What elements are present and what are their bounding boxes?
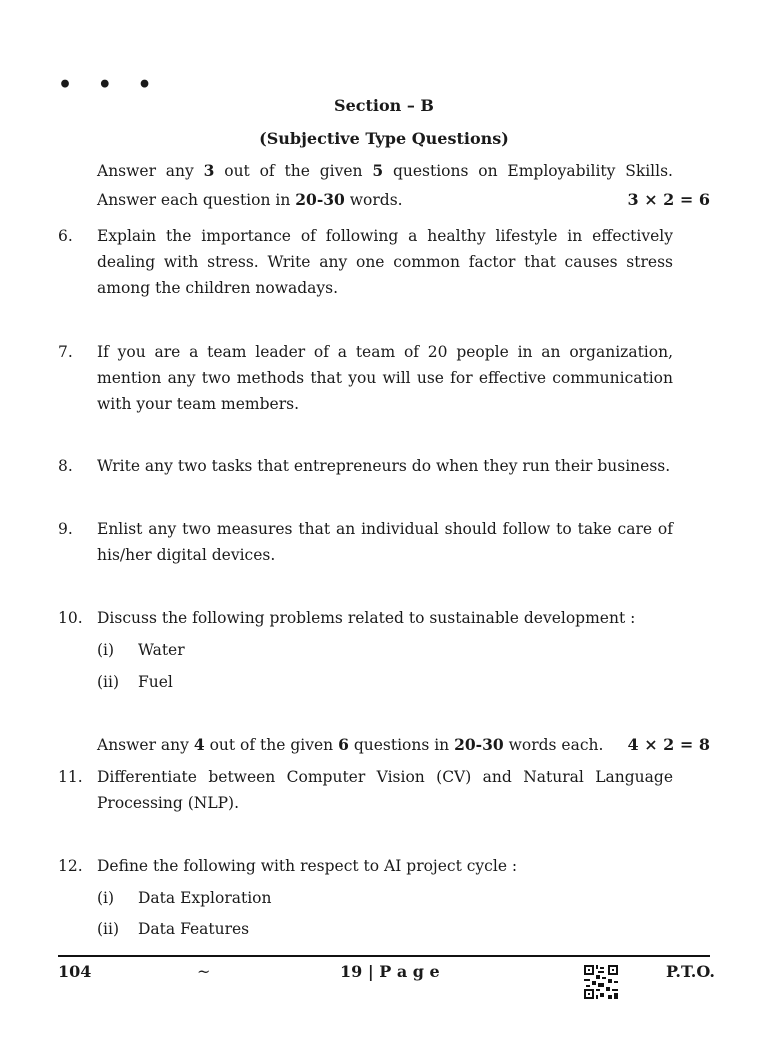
footer-code: 104 xyxy=(58,962,92,981)
question-9-text: Enlist any two measures that an individual should follow to take care of his/her digital devices. xyxy=(97,520,673,564)
sub-item-label: (ii) xyxy=(97,920,120,938)
header-dots: • • • xyxy=(58,72,161,98)
footer-tilde: ~ xyxy=(197,962,211,981)
marks-section-2: 4 × 2 = 8 xyxy=(627,735,710,754)
question-6-text: Explain the importance of following a healthy lifestyle in effectively dealing with stress. Write any one common factor that causes stress among the children nowadays. xyxy=(97,227,673,297)
instruction-line-2: Answer each question in 20-30 words. xyxy=(97,190,403,209)
sub-item-text: Water xyxy=(138,641,185,659)
sub-item-label: (ii) xyxy=(97,673,120,691)
question-number: 8. xyxy=(58,457,73,475)
footer-rule xyxy=(58,955,710,957)
sub-item-text: Fuel xyxy=(138,673,173,691)
question-10-text: Discuss the following problems related to sustainable development : xyxy=(97,609,636,627)
question-8-text: Write any two tasks that entrepreneurs do when they run their business. xyxy=(97,457,671,475)
sub-item-text: Data Features xyxy=(138,920,250,938)
sub-item-label: (i) xyxy=(97,889,115,907)
question-11-text: Differentiate between Computer Vision (CV) and Natural Language Processing (NLP). xyxy=(97,768,673,812)
question-7-text: If you are a team leader of a team of 20 people in an organization, mention any two methods that you will use for effective communication with your team members. xyxy=(97,343,673,413)
question-number: 11. xyxy=(58,768,83,786)
section-subtitle: (Subjective Type Questions) xyxy=(259,129,509,148)
footer-pto: P.T.O. xyxy=(666,962,715,981)
question-12-text: Define the following with respect to AI project cycle : xyxy=(97,857,518,875)
question-number: 7. xyxy=(58,343,73,361)
sub-item-text: Data Exploration xyxy=(138,889,272,907)
qr-code-icon xyxy=(584,965,618,999)
question-number: 9. xyxy=(58,520,73,538)
section-title: Section – B xyxy=(334,96,434,115)
footer-page: 19 | P a g e xyxy=(340,962,440,981)
instruction-2: Answer any 4 out of the given 6 questions in 20-30 words each. xyxy=(97,735,604,754)
sub-item-label: (i) xyxy=(97,641,115,659)
marks-section-1: 3 × 2 = 6 xyxy=(627,190,710,209)
question-number: 10. xyxy=(58,609,83,627)
question-number: 12. xyxy=(58,857,83,875)
question-number: 6. xyxy=(58,227,73,245)
instruction-line-1: Answer any 3 out of the given 5 questions on Employability Skills. xyxy=(97,161,673,180)
